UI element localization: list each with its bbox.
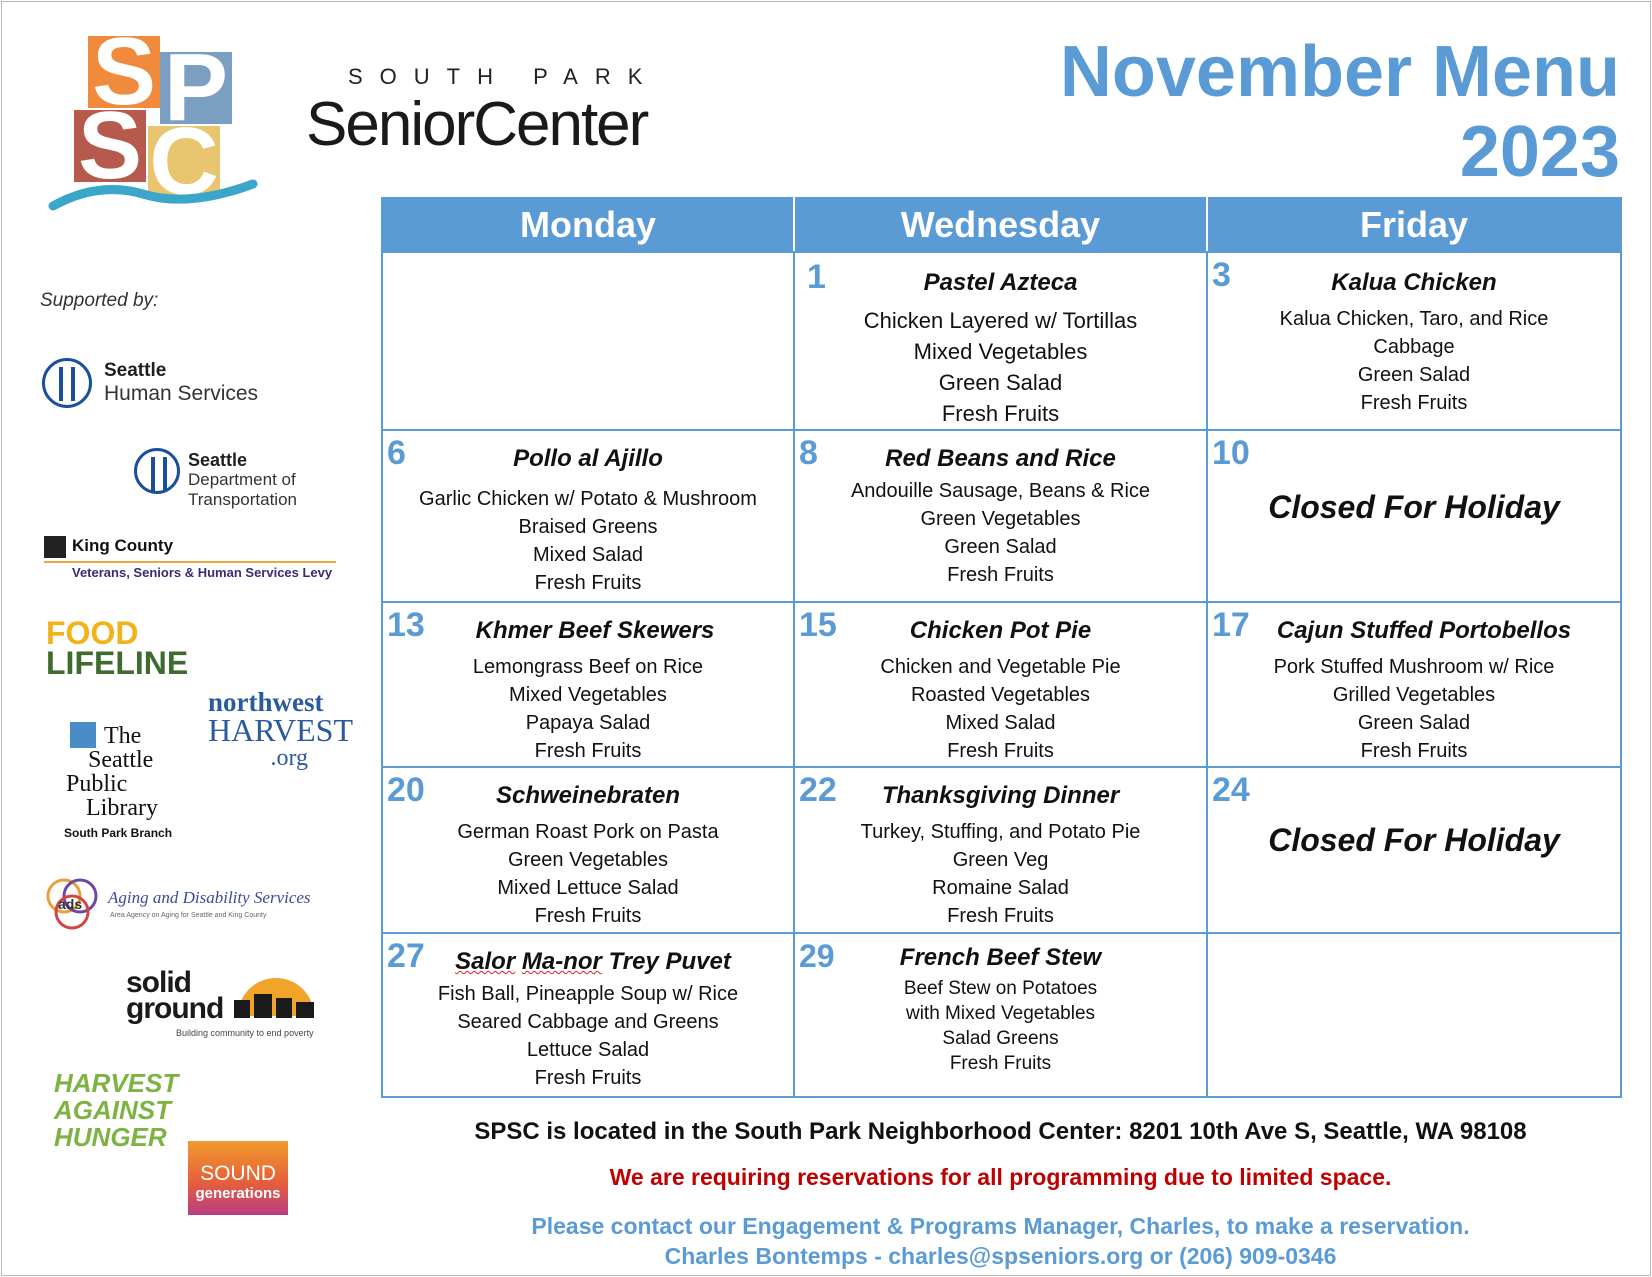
sponsor-line: HARVEST [208, 712, 353, 748]
menu-item: Romaine Salad [932, 877, 1069, 899]
calendar-cell-empty [382, 252, 794, 430]
day-number: 17 [1212, 606, 1250, 644]
dish-name: Red Beans and Rice [885, 445, 1116, 472]
sponsor-line: HUNGER [54, 1122, 167, 1152]
day-number: 24 [1212, 771, 1250, 809]
menu-item: Fresh Fruits [947, 905, 1054, 927]
day-number: 6 [387, 434, 406, 472]
sponsor-line: ground [126, 992, 224, 1025]
day-header-friday: Friday [1207, 198, 1621, 252]
menu-item: Fresh Fruits [534, 905, 642, 927]
divider [44, 561, 336, 563]
sponsor-line: AGAINST [54, 1095, 171, 1125]
menu-item: Fish Ball, Pineapple Soup w/ Rice [437, 983, 739, 1005]
sponsor-abbr: ads [58, 896, 83, 912]
calendar-cell [794, 430, 1207, 602]
day-header-wednesday: Wednesday [794, 198, 1207, 252]
menu-item: Fresh Fruits [947, 564, 1054, 586]
page-title [1060, 32, 1620, 192]
houses-icon [230, 966, 320, 1024]
sponsor-name: Aging and Disability Services [108, 888, 311, 907]
calendar-week [382, 933, 1621, 1097]
day-number: 20 [387, 771, 425, 809]
menu-item: Green Salad [1357, 712, 1471, 734]
king-county-icon [44, 536, 66, 558]
sponsor-name: Seattle [104, 360, 167, 381]
contact-line: Please contact our Engagement & Programs Manager, Charles, to make a reservation. [531, 1213, 1470, 1239]
reservation-note: We are requiring reservations for all programming due to limited space. [609, 1164, 1392, 1190]
sponsor-name: King County [72, 536, 174, 555]
sponsor-seattle-dot [134, 446, 334, 512]
calendar-week [382, 602, 1621, 767]
spsc-logo [48, 36, 258, 216]
center-name-main: SeniorCenter [306, 90, 648, 159]
menu-item: Lemongrass Beef on Rice [472, 656, 704, 678]
calendar-cell [382, 767, 794, 933]
menu-item: Green Salad [1357, 364, 1471, 386]
menu-items [383, 980, 793, 1092]
menu-item: Cabbage [1373, 336, 1455, 358]
menu-item: German Roast Pork on Pasta [457, 821, 719, 843]
center-name-top: SOUTH PARK [348, 64, 660, 89]
sponsor-line: HARVEST [54, 1068, 179, 1098]
sponsor-sub: Human Services [104, 382, 259, 405]
menu-item: Chicken and Vegetable Pie [880, 656, 1121, 678]
sponsor-sound-generations [188, 1141, 288, 1215]
sponsor-line: .org [270, 745, 308, 771]
menu-item: Kalua Chicken, Taro, and Rice [1279, 308, 1549, 330]
title-line-1: November Menu [1059, 32, 1620, 112]
dish-name: Thanksgiving Dinner [881, 782, 1120, 809]
menu-items [795, 653, 1206, 765]
menu-items [383, 485, 793, 597]
calendar-cell [382, 430, 794, 602]
calendar-cell [1207, 252, 1621, 430]
seattle-seal-icon [42, 358, 92, 408]
menu-item: Pork Stuffed Mushroom w/ Rice [1273, 656, 1555, 678]
menu-items [1208, 305, 1620, 417]
sponsor-sub: Area Agency on Aging for Seattle and King County [110, 912, 267, 919]
library-icon [70, 722, 96, 748]
calendar-week [382, 767, 1621, 933]
supported-by-label: Supported by: [40, 290, 159, 311]
sponsor-name: Seattle [188, 450, 248, 470]
menu-item: Fresh Fruits [1360, 392, 1468, 414]
sponsor-line: Library [86, 795, 158, 821]
sponsor-line: SOUND [200, 1162, 276, 1185]
calendar-cell [382, 602, 794, 767]
sponsor-line: FOOD [46, 615, 139, 651]
sponsor-line: Public [66, 771, 128, 797]
menu-items [795, 305, 1206, 429]
closed-for-holiday: Closed For Holiday [1268, 489, 1560, 525]
menu-item: Mixed Vegetables [913, 339, 1088, 364]
menu-item: Mixed Lettuce Salad [497, 877, 679, 899]
menu-item: Lettuce Salad [526, 1039, 650, 1061]
menu-items [795, 976, 1206, 1076]
menu-calendar [381, 197, 1622, 1098]
wave-icon [48, 176, 258, 216]
menu-item: Papaya Salad [525, 712, 651, 734]
contact-note [381, 1211, 1620, 1271]
menu-item: Green Salad [944, 536, 1057, 558]
closed-for-holiday: Closed For Holiday [1268, 822, 1560, 858]
dish-name: Chicken Pot Pie [909, 617, 1092, 644]
logo-letter-p: P [160, 52, 232, 124]
day-header-monday: Monday [382, 198, 794, 252]
menu-item: Salad Greens [942, 1028, 1059, 1049]
day-number: 8 [799, 434, 818, 472]
menu-item: Green Vegetables [920, 508, 1081, 530]
title-line-2: 2023 [1459, 112, 1620, 192]
dish-name: Schweinebraten [495, 782, 681, 809]
calendar-week [382, 430, 1621, 602]
center-name [306, 64, 736, 159]
dish-name: Pastel Azteca [923, 269, 1078, 296]
calendar-cell [1207, 767, 1621, 933]
day-number: 3 [1212, 256, 1231, 294]
day-number: 27 [387, 937, 425, 975]
dish-name [393, 948, 793, 976]
sponsor-seattle-human-services [42, 356, 282, 412]
logo-letter-c: C [149, 126, 219, 198]
dish-name: Khmer Beef Skewers [475, 617, 715, 644]
menu-item: Green Salad [938, 370, 1063, 395]
sponsor-sub: Veterans, Seniors & Human Services Levy [72, 565, 333, 580]
location-note: SPSC is located in the South Park Neighborhood Center: 8201 10th Ave S, Seattle, WA 98108 [474, 1118, 1527, 1145]
menu-items [795, 818, 1206, 930]
dish-name-part: Ma-nor [521, 948, 602, 975]
calendar-cell [794, 933, 1207, 1097]
menu-item: Garlic Chicken w/ Potato & Mushroom [419, 488, 757, 510]
calendar-header-row [382, 198, 1621, 252]
seattle-seal-icon [134, 448, 180, 494]
menu-item: Chicken Layered w/ Tortillas [863, 308, 1138, 333]
calendar-cell-empty [1207, 933, 1621, 1097]
sponsor-line: Seattle [88, 747, 154, 773]
menu-item: Grilled Vegetables [1332, 684, 1496, 706]
calendar-cell [794, 252, 1207, 430]
calendar-cell [1207, 602, 1621, 767]
menu-item: Mixed Salad [945, 712, 1056, 734]
dish-name: Cajun Stuffed Portobellos [1276, 617, 1572, 644]
menu-item: Fresh Fruits [534, 572, 642, 594]
calendar-cell [1207, 430, 1621, 602]
dish-name: Pollo al Ajillo [513, 445, 663, 472]
menu-items [795, 477, 1206, 589]
menu-item: Mixed Vegetables [509, 684, 667, 706]
logo-letter-s1: S [88, 36, 160, 108]
menu-item: Fresh Fruits [1360, 740, 1468, 762]
sponsor-ads [40, 874, 330, 936]
menu-item: Beef Stew on Potatoes [903, 978, 1098, 999]
sponsor-line: northwest [208, 687, 324, 717]
menu-item: Seared Cabbage and Greens [457, 1011, 719, 1033]
day-number: 22 [799, 771, 837, 809]
menu-items [383, 653, 793, 765]
menu-item: Braised Greens [518, 516, 658, 538]
sponsor-sub: Transportation [188, 490, 297, 509]
menu-item: Fresh Fruits [534, 740, 642, 762]
sponsor-sub: Building community to end poverty [176, 1028, 314, 1038]
sponsor-line: generations [195, 1185, 281, 1202]
day-number: 29 [799, 938, 835, 974]
sponsor-sub: Department of [188, 470, 296, 489]
calendar-cell [794, 767, 1207, 933]
menu-item: Turkey, Stuffing, and Potato Pie [860, 821, 1141, 843]
menu-item: Roasted Vegetables [910, 684, 1091, 706]
menu-item: with Mixed Vegetables [905, 1003, 1096, 1024]
dish-name-part: Salor [455, 948, 516, 975]
sponsor-sub: South Park Branch [64, 826, 173, 840]
calendar-cell [794, 602, 1207, 767]
day-number: 10 [1212, 434, 1250, 472]
sponsor-line: LIFELINE [46, 645, 189, 681]
day-number: 15 [799, 606, 837, 644]
sponsor-seattle-public-library [64, 720, 224, 840]
dish-name: Kalua Chicken [1331, 269, 1497, 296]
menu-items [383, 818, 793, 930]
menu-item: Fresh Fruits [941, 401, 1060, 426]
calendar-week [382, 252, 1621, 430]
menu-item: Green Vegetables [507, 849, 669, 871]
logo-letter-s2: S [74, 110, 146, 182]
day-number: 13 [387, 606, 425, 644]
menu-items [1208, 653, 1620, 765]
contact-line: Charles Bontemps - charles@spseniors.org or (206) 909-0346 [664, 1243, 1337, 1269]
menu-item: Fresh Fruits [534, 1067, 642, 1089]
dish-name-part: Trey Puvet [608, 948, 731, 975]
dish-name: French Beef Stew [899, 944, 1102, 971]
sponsor-line: solid [126, 966, 192, 999]
sponsor-solid-ground [126, 966, 326, 1040]
sponsor-harvest-against-hunger [54, 1068, 179, 1160]
sponsor-king-county [44, 534, 344, 584]
sponsor-food-lifeline [46, 615, 206, 681]
day-number: 1 [807, 258, 826, 296]
menu-item: Fresh Fruits [949, 1053, 1052, 1074]
menu-item: Fresh Fruits [947, 740, 1054, 762]
sponsor-line: The [104, 723, 142, 749]
menu-item: Mixed Salad [532, 544, 644, 566]
menu-item: Green Veg [952, 849, 1049, 871]
menu-item: Andouille Sausage, Beans & Rice [850, 480, 1151, 502]
calendar-cell [382, 933, 794, 1097]
